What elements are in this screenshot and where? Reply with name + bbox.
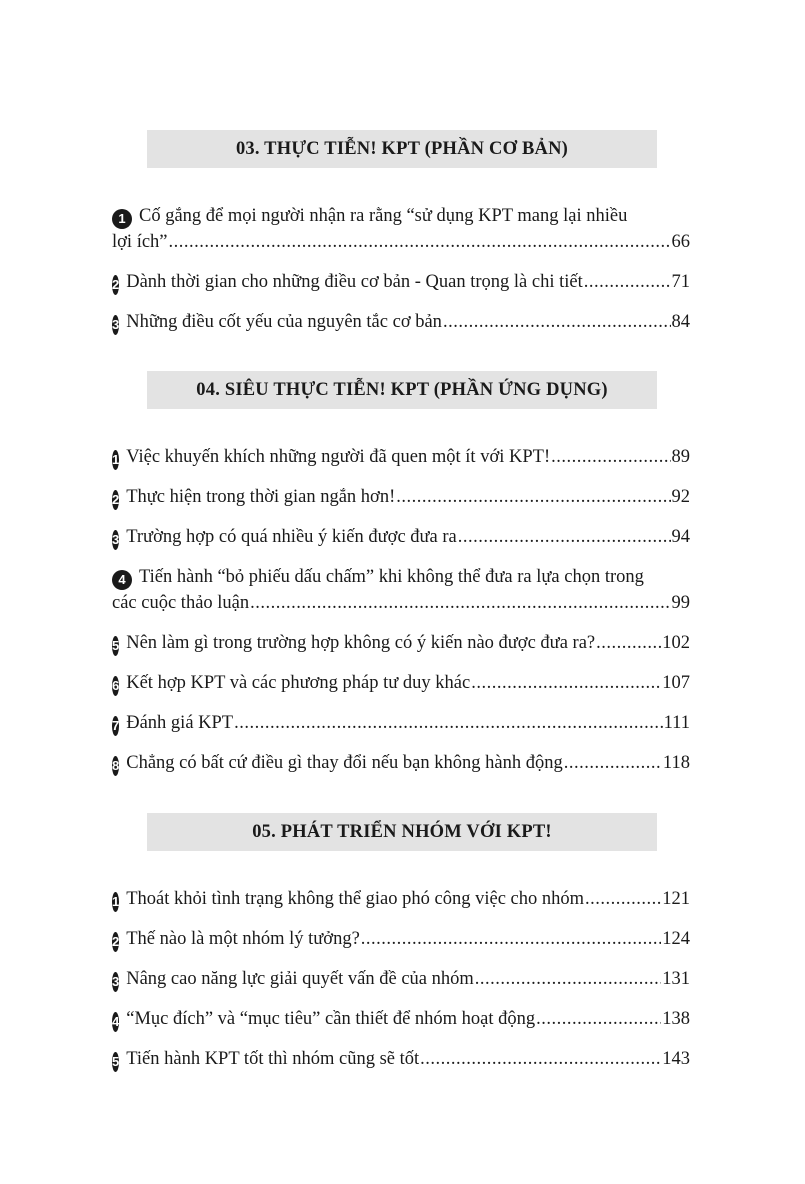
dot-leader <box>443 309 671 335</box>
page-number: 118 <box>662 753 690 773</box>
entry-text: Nên làm gì trong trường hợp không có ý kiến nào được đưa ra? <box>126 633 596 653</box>
toc-entry[interactable] <box>112 564 690 616</box>
number-badge: 4 <box>112 1012 119 1032</box>
toc-entry[interactable] <box>112 1006 690 1032</box>
number-badge: 5 <box>112 636 119 656</box>
toc-entry[interactable] <box>112 710 690 736</box>
toc-entry[interactable] <box>112 484 690 510</box>
entry-text: Thoát khỏi tình trạng không thể giao phó công việc cho nhóm <box>126 889 585 909</box>
entry-text: Cố gắng để mọi người nhận ra rằng “sử dụng KPT mang lại nhiều <box>139 206 628 226</box>
page-number: 138 <box>662 1009 690 1029</box>
dot-leader <box>475 966 661 992</box>
number-badge: 2 <box>112 932 119 952</box>
dot-leader <box>584 269 671 295</box>
toc-entry[interactable] <box>112 309 690 335</box>
entry-text: Việc khuyến khích những người đã quen một ít với KPT! <box>126 447 551 467</box>
entry-text-continued: các cuộc thảo luận <box>112 593 250 613</box>
dot-leader <box>536 1006 661 1032</box>
toc-entries <box>112 886 690 1072</box>
number-badge: 2 <box>112 275 119 295</box>
toc-entry[interactable] <box>112 444 690 470</box>
entry-text: Những điều cốt yếu của nguyên tắc cơ bản <box>126 312 442 332</box>
number-badge: 3 <box>112 530 119 550</box>
number-badge: 6 <box>112 676 119 696</box>
number-badge: 3 <box>112 972 119 992</box>
toc-entries <box>112 444 690 776</box>
toc-entries <box>112 203 690 335</box>
dot-leader <box>250 590 670 616</box>
page-number: 107 <box>662 673 690 693</box>
toc-entry[interactable] <box>112 750 690 776</box>
toc-entry[interactable] <box>112 630 690 656</box>
entry-text: Dành thời gian cho những điều cơ bản - Quan trọng là chi tiết <box>126 272 583 292</box>
entry-text: Thế nào là một nhóm lý tưởng? <box>126 929 360 949</box>
page-number: 89 <box>671 447 690 467</box>
toc-entry[interactable] <box>112 886 690 912</box>
entry-text: Đánh giá KPT <box>126 713 234 733</box>
toc-section-03 <box>112 130 690 349</box>
section-title: 04. SIÊU THỰC TIỄN! KPT (PHẦN ỨNG DỤNG) <box>196 379 608 400</box>
entry-text: “Mục đích” và “mục tiêu” cần thiết để nhóm hoạt động <box>126 1009 536 1029</box>
page-number: 99 <box>671 593 690 613</box>
number-badge: 2 <box>112 490 119 510</box>
dot-leader <box>471 670 661 696</box>
toc-entry[interactable] <box>112 926 690 952</box>
toc-entry[interactable] <box>112 966 690 992</box>
dot-leader <box>396 484 670 510</box>
entry-text: Tiến hành “bỏ phiếu dấu chấm” khi không thể đưa ra lựa chọn trong <box>139 567 644 587</box>
dot-leader <box>234 710 663 736</box>
page-number: 66 <box>671 232 690 252</box>
dot-leader <box>420 1046 661 1072</box>
number-badge: 7 <box>112 716 119 736</box>
page-number: 102 <box>662 633 690 653</box>
toc-section-05 <box>112 813 690 1086</box>
entry-text: Kết hợp KPT và các phương pháp tư duy khác <box>126 673 471 693</box>
number-badge: 4 <box>112 570 132 590</box>
dot-leader <box>169 229 671 255</box>
number-badge: 3 <box>112 315 119 335</box>
number-badge: 1 <box>112 209 132 229</box>
dot-leader <box>551 444 670 470</box>
entry-text-continued: lợi ích” <box>112 232 168 252</box>
toc-section-04 <box>112 371 690 790</box>
toc-entry[interactable] <box>112 1046 690 1072</box>
entry-text: Thực hiện trong thời gian ngắn hơn! <box>126 487 396 507</box>
page-number: 94 <box>671 527 690 547</box>
number-badge: 1 <box>112 892 119 912</box>
toc-entry[interactable] <box>112 203 690 255</box>
page-number: 121 <box>662 889 690 909</box>
page-number: 124 <box>662 929 690 949</box>
entry-text: Chẳng có bất cứ điều gì thay đổi nếu bạn không hành động <box>126 753 563 773</box>
section-header <box>147 130 657 168</box>
dot-leader <box>458 524 671 550</box>
section-title: 03. THỰC TIỄN! KPT (PHẦN CƠ BẢN) <box>235 138 569 159</box>
dot-leader <box>564 750 662 776</box>
entry-text: Tiến hành KPT tốt thì nhóm cũng sẽ tốt <box>126 1049 420 1069</box>
dot-leader <box>361 926 661 952</box>
number-badge: 5 <box>112 1052 119 1072</box>
entry-text: Nâng cao năng lực giải quyết vấn đề của nhóm <box>126 969 474 989</box>
page-number: 143 <box>662 1049 690 1069</box>
page-number: 71 <box>671 272 690 292</box>
entry-text: Trường hợp có quá nhiều ý kiến được đưa ra <box>126 527 457 547</box>
section-header <box>147 813 657 851</box>
toc-entry[interactable] <box>112 524 690 550</box>
page-number: 111 <box>663 713 690 733</box>
dot-leader <box>585 886 661 912</box>
number-badge: 8 <box>112 756 119 776</box>
number-badge: 1 <box>112 450 119 470</box>
dot-leader <box>596 630 661 656</box>
section-header <box>147 371 657 409</box>
page-number: 84 <box>671 312 690 332</box>
page-number: 131 <box>662 969 690 989</box>
section-title: 05. PHÁT TRIỂN NHÓM VỚI KPT! <box>252 821 552 842</box>
toc-entry[interactable] <box>112 269 690 295</box>
page-number: 92 <box>671 487 690 507</box>
toc-entry[interactable] <box>112 670 690 696</box>
